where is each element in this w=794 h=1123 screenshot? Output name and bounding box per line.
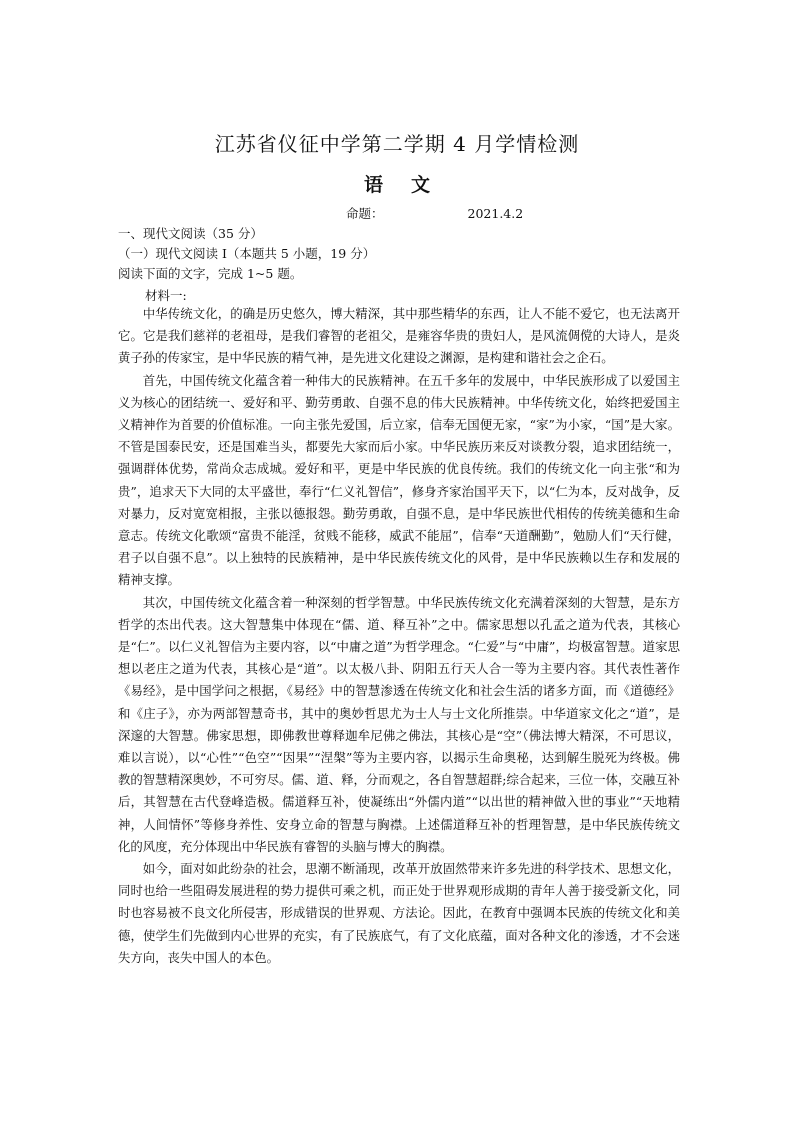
- passage-paragraph-4: 如今，面对如此纷杂的社会，思潮不断涌现，改革开放固然带来许多先进的科学技术、思想文化，同时也给一些阻碍发展进程的势力提供可乘之机，而正处于世界观形成期的青年人善于接受新文化，同时也容易被不良文化所侵害，形成错误的世界观、方法论。因此，在教育中强调本民族的传统文化和美德，使学生们先做到内心世界的充实，有了民族底气，有了文化底蕴，面对各种文化的渗透，才不会迷失方向，丧失中国人的本色。: [118, 861, 680, 965]
- subject-title: [0, 170, 794, 197]
- subject-char-1: 语: [363, 174, 383, 196]
- passage-body: [118, 303, 680, 969]
- material-label: 材料一:: [145, 288, 187, 303]
- exam-title: 江苏省仪征中学第二学期 4 月学情检测: [214, 132, 580, 156]
- passage-paragraph-2: 首先，中国传统文化蕴含着一种伟大的民族精神。在五千多年的发展中，中华民族形成了以爱国主义为核心的团结统一、爱好和平、勤劳勇敢、自强不息的伟大民族精神。中华传统文化，始终把爱国主义精神作为首要的价值标准。一向主张先爱国，后立家，信奉无国便无家，“家”为小家，“国”是大家。不管是国泰民安，还是国难当头，都要先大家而后小家。中华民族历来反对谈教分裂，追求团结统一，强调群体优势，常尚众志成城。爱好和平，更是中华民族的优良传统。我们的传统文化一向主张“和为贵”，追求天下大同的太平盛世，奉行“仁义礼智信”，修身齐家治国平天下，以“仁为本，反对战争，反对暴力，反对宽宽相报，主张以德报怨。勤劳勇敢，自强不息，是中华民族世代相传的传统美德和生命意志。传统文化歌颂“富贵不能淫，贫贱不能移，威武不能屈”，信奉“天道酬勤”，勉励人们“天行健，君子以自强不息”。以上独特的民族精神，是中华民族传统文化的风骨，是中华民族赖以生存和发展的精神支撑。: [118, 372, 680, 588]
- reading-instruction: 阅读下面的文字，完成 1~5 题。: [118, 266, 303, 281]
- subsection-heading: （一）现代文阅读 I（本题共 5 小题，19 分）: [118, 246, 376, 261]
- exam-meta: [346, 204, 523, 222]
- section-heading: 一、现代文阅读（35 分）: [118, 226, 263, 241]
- subject-char-2: 文: [411, 174, 431, 196]
- author-label: 命题：: [346, 206, 384, 221]
- passage-paragraph-3: 其次，中国传统文化蕴含着一种深刻的哲学智慧。中华民族传统文化充满着深刻的大智慧，是东方哲学的杰出代表。这大智慧集中体现在“儒、道、释互补”之中。儒家思想以孔孟之道为代表，其核心是“仁”。以仁义礼智信为主要内容，以“中庸之道”为哲学理念。“仁爱”与“中庸”，均极富智慧。道家思想以老庄之道为代表，其核心是“道”。以太极八卦、阴阳五行天人合一等为主要内容。其代表性著作《易经》，是中国学问之根据，《易经》中的智慧渗透在传统文化和社会生活的诸多方面，而《道德经》和《庄子》，亦为两部智慧奇书，其中的奥妙哲思尤为士人与士文化所推崇。中华道家文化之“道”，是深邃的大智慧。佛家思想，即佛教世尊释迦牟尼佛之佛法，其核心是“空”（佛法博大精深，不可思议，难以言说），以“心性”“色空”“因果”“涅槃”等为主要内容，以揭示生命奥秘，达到解生脱死为终极。佛教的智慧精深奥妙，不可穷尽。儒、道、释，分而观之，各自智慧超群;综合起来，三位一体，交融互补后，其智慧在古代登峰造极。儒道释互补，使凝练出“外儒内道”“以出世的精神做入世的事业”“天地精神，人间情怀”等修身养性、安身立命的智慧与胸襟。上述儒道释互补的哲理智慧，是中华民族传统文化的风度，充分体现出中华民族有睿智的头脑与博大的胸襟。: [118, 594, 680, 854]
- passage-paragraph-1: 中华传统文化，的确是历史悠久，博大精深，其中那些精华的东西，让人不能不爱它，也无法离开它。它是我们慈祥的老祖母，是我们睿智的老祖父，是雍容华贵的贵妇人，是风流倜傥的大诗人，是炎黄子孙的传家宝，是中华民族的精气神，是先进文化建设之渊源，是构建和谐社会之企石。: [118, 306, 680, 366]
- exam-date: 2021.4.2: [467, 206, 524, 221]
